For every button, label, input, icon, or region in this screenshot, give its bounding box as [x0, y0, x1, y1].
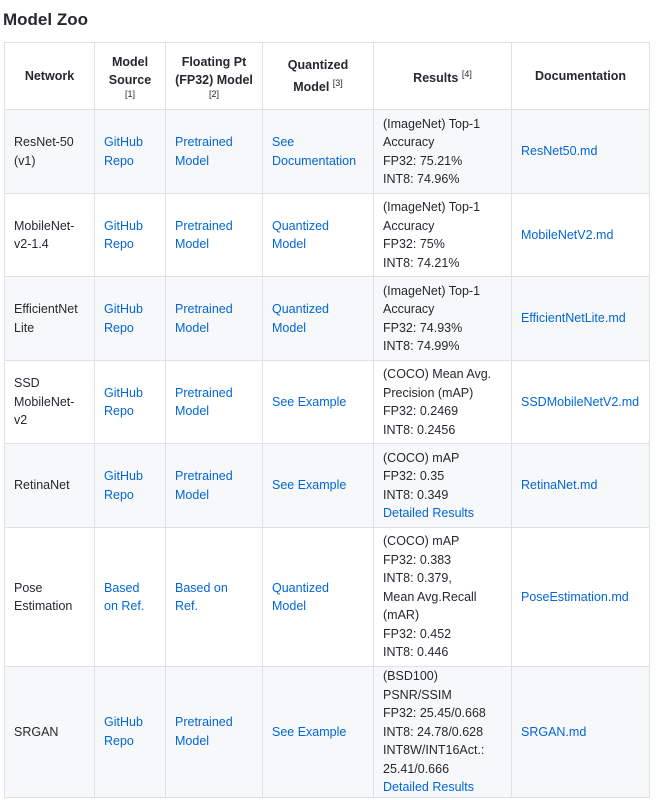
documentation-cell — [512, 194, 650, 277]
fp32-model-link[interactable]: Pretrained Model — [175, 715, 233, 748]
model-source-link[interactable]: GitHub Repo — [104, 218, 143, 251]
quantized-model-cell — [263, 361, 374, 444]
results-line: FP32: 0.452 — [383, 626, 452, 641]
documentation-cell — [512, 110, 650, 194]
table-row — [5, 528, 650, 667]
quantized-model-cell — [263, 110, 374, 194]
fp32-model-link[interactable]: Pretrained Model — [175, 218, 233, 251]
table-row — [5, 444, 650, 528]
table-row — [5, 361, 650, 444]
table-row — [5, 110, 650, 194]
documentation-cell — [512, 667, 650, 798]
network-text: ResNet-50 (v1) — [14, 135, 74, 168]
network-text: SRGAN — [14, 724, 59, 739]
results-line: INT8: 0.446 — [383, 645, 449, 660]
model-source-cell — [95, 277, 166, 361]
results-line: INT8: 74.99% — [383, 339, 460, 353]
results-line: FP32: 75.21% — [383, 153, 463, 168]
fp32-model-link[interactable]: Based on Ref. — [175, 580, 228, 613]
documentation-link[interactable]: SSDMobileNetV2.md — [521, 394, 640, 409]
results-cell — [374, 110, 512, 194]
results-cell — [374, 667, 512, 798]
quantized-model-link[interactable]: See Example — [272, 394, 347, 409]
results-line: INT8: 0.379, — [383, 571, 452, 586]
header-results: Results [4] — [374, 43, 512, 110]
quantized-model-link[interactable]: See Example — [272, 478, 347, 493]
network-cell — [5, 667, 95, 798]
fp32-model-link[interactable]: Pretrained Model — [175, 302, 233, 335]
model-source-link[interactable]: GitHub Repo — [104, 302, 143, 335]
model-source-cell — [95, 361, 166, 444]
fp32-model-cell — [166, 277, 263, 361]
documentation-link[interactable]: RetinaNet.md — [521, 478, 598, 493]
model-source-link[interactable]: GitHub Repo — [104, 135, 143, 168]
quantized-model-cell — [263, 194, 374, 277]
results-line: FP32: 0.2469 — [383, 404, 459, 418]
network-text: SSD MobileNet-v2 — [14, 376, 75, 428]
documentation-cell — [512, 277, 650, 361]
header-documentation: Documentation — [512, 43, 650, 110]
quantized-model-cell — [263, 444, 374, 528]
results-line: (ImageNet) Top-1 Accuracy — [383, 116, 481, 149]
network-cell — [5, 361, 95, 444]
model-source-link[interactable]: Based on Ref. — [104, 580, 145, 613]
network-cell — [5, 110, 95, 194]
fp32-model-cell — [166, 110, 263, 194]
results-line: (ImageNet) Top-1 Accuracy — [383, 283, 481, 316]
results-line: Mean Avg.Recall (mAR) — [383, 589, 477, 623]
results-line: (COCO) mAP — [383, 534, 460, 549]
footnote-ref[interactable]: [4] — [461, 68, 472, 79]
network-cell — [5, 444, 95, 528]
quantized-model-link[interactable]: Quantized Model — [272, 580, 329, 613]
detailed-results-link[interactable]: Detailed Results — [383, 780, 475, 794]
table-row — [5, 194, 650, 277]
model-zoo-table — [4, 42, 650, 798]
model-source-cell — [95, 444, 166, 528]
network-text: MobileNet-v2-1.4 — [14, 218, 75, 251]
footnote-ref[interactable]: [2] — [208, 89, 219, 99]
results-cell — [374, 528, 512, 667]
network-text: EfficientNet Lite — [14, 302, 78, 335]
documentation-link[interactable]: EfficientNetLite.md — [521, 311, 626, 326]
quantized-model-link[interactable]: Quantized Model — [272, 218, 329, 251]
header-row — [5, 43, 650, 110]
model-source-cell — [95, 667, 166, 798]
documentation-cell — [512, 444, 650, 528]
table-row — [5, 667, 650, 798]
header-fp32-model: Floating Pt (FP32) Model [2] — [166, 43, 263, 110]
fp32-model-cell — [166, 194, 263, 277]
footnote-ref[interactable]: [3] — [332, 77, 343, 88]
model-source-link[interactable]: GitHub Repo — [104, 469, 143, 502]
results-line: FP32: 74.93% — [383, 320, 463, 335]
results-line: (COCO) mAP — [383, 450, 460, 465]
results-cell — [374, 194, 512, 277]
results-line: (COCO) Mean Avg. Precision (mAP) — [383, 367, 492, 400]
results-line: INT8: 74.96% — [383, 172, 460, 186]
quantized-model-link[interactable]: See Example — [272, 724, 347, 739]
results-line: INT8: 0.2456 — [383, 422, 456, 437]
fp32-model-cell — [166, 528, 263, 667]
header-quantized-model: Quantized Model [3] — [263, 43, 374, 110]
results-line: INT8: 0.349 — [383, 487, 449, 502]
fp32-model-link[interactable]: Pretrained Model — [175, 135, 233, 168]
results-line: FP32: 25.45/0.668 — [383, 706, 486, 720]
results-line: FP32: 0.35 — [383, 469, 445, 483]
quantized-model-cell — [263, 277, 374, 361]
quantized-model-cell — [263, 528, 374, 667]
network-text: Pose Estimation — [14, 580, 73, 613]
results-cell — [374, 361, 512, 444]
quantized-model-link[interactable]: Quantized Model — [272, 302, 329, 335]
page-title: Model Zoo — [3, 10, 88, 29]
network-cell — [5, 277, 95, 361]
results-line: (BSD100) PSNR/SSIM — [383, 669, 452, 702]
network-cell — [5, 528, 95, 667]
model-source-cell — [95, 110, 166, 194]
fp32-model-cell — [166, 444, 263, 528]
network-text: RetinaNet — [14, 478, 70, 493]
results-cell — [374, 444, 512, 528]
results-line: INT8: 74.21% — [383, 255, 460, 270]
results-line: INT8W/INT16Act.: 25.41/0.666 — [383, 743, 485, 776]
model-source-cell — [95, 528, 166, 667]
fp32-model-cell — [166, 667, 263, 798]
documentation-link[interactable]: ResNet50.md — [521, 144, 598, 159]
results-line: FP32: 0.383 — [383, 552, 452, 567]
results-line: INT8: 24.78/0.628 — [383, 724, 484, 739]
documentation-cell — [512, 361, 650, 444]
documentation-link[interactable]: SRGAN.md — [521, 724, 587, 739]
fp32-model-link[interactable]: Pretrained Model — [175, 469, 233, 502]
model-source-link[interactable]: GitHub Repo — [104, 385, 143, 418]
fp32-model-cell — [166, 361, 263, 444]
results-cell — [374, 277, 512, 361]
header-model-source: Model Source [1] — [95, 43, 166, 110]
quantized-model-link[interactable]: See Documentation — [272, 135, 357, 168]
quantized-model-cell — [263, 667, 374, 798]
documentation-link[interactable]: PoseEstimation.md — [521, 589, 629, 604]
documentation-link[interactable]: MobileNetV2.md — [521, 227, 614, 242]
results-line: FP32: 75% — [383, 237, 445, 251]
model-source-cell — [95, 194, 166, 277]
header-network: Network — [5, 43, 95, 110]
fp32-model-link[interactable]: Pretrained Model — [175, 385, 233, 418]
results-line: (ImageNet) Top-1 Accuracy — [383, 200, 481, 233]
detailed-results-link[interactable]: Detailed Results — [383, 506, 475, 520]
footnote-ref[interactable]: [1] — [124, 89, 135, 99]
network-cell — [5, 194, 95, 277]
documentation-cell — [512, 528, 650, 667]
table-row — [5, 277, 650, 361]
model-source-link[interactable]: GitHub Repo — [104, 715, 143, 748]
